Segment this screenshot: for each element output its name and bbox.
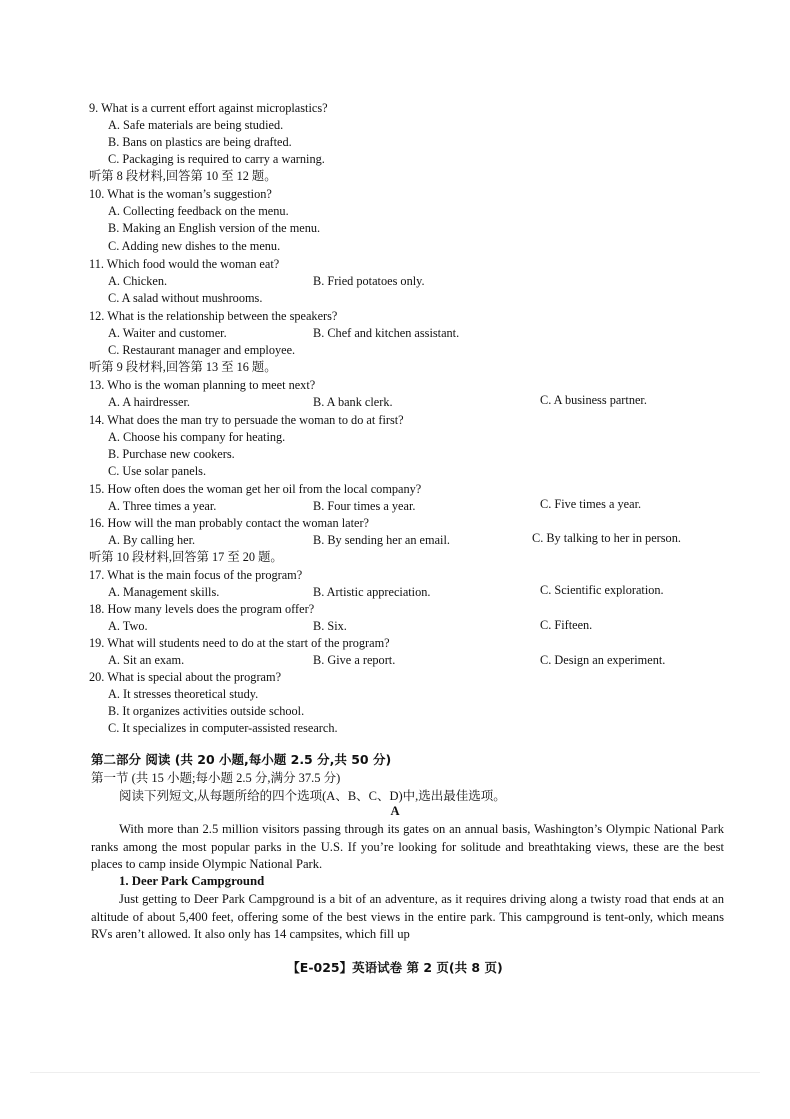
q13-option-b: B. A bank clerk. — [313, 395, 393, 409]
q18-option-b: B. Six. — [313, 619, 347, 633]
subheading-deer-park: 1. Deer Park Campground — [119, 874, 265, 888]
question-12: 12. What is the relationship between the speakers? — [89, 309, 338, 323]
q16-option-b: B. By sending her an email. — [313, 533, 450, 547]
q19-option-c: C. Design an experiment. — [540, 653, 666, 667]
question-10: 10. What is the woman’s suggestion? — [89, 187, 272, 201]
q16-option-c: C. By talking to her in person. — [532, 531, 681, 545]
listening-instruction-10: 听第 10 段材料,回答第 17 至 20 题。 — [89, 550, 283, 564]
q9-option-b: B. Bans on plastics are being drafted. — [108, 135, 292, 149]
question-11: 11. Which food would the woman eat? — [89, 257, 280, 271]
question-9: 9. What is a current effort against microplastics? — [89, 101, 328, 115]
question-13: 13. Who is the woman planning to meet next? — [89, 378, 316, 392]
q20-option-a: A. It stresses theoretical study. — [108, 687, 259, 701]
q14-option-c: C. Use solar panels. — [108, 464, 207, 478]
q15-option-b: B. Four times a year. — [313, 499, 416, 513]
q10-option-a: A. Collecting feedback on the menu. — [108, 204, 289, 218]
part-heading: 第二部分 阅读 (共 20 小题,每小题 2.5 分,共 50 分) — [91, 752, 392, 767]
reading-instructions: 阅读下列短文,从每题所给的四个选项(A、B、C、D)中,选出最佳选项。 — [119, 789, 506, 803]
q18-option-a: A. Two. — [108, 619, 148, 633]
q18-option-c: C. Fifteen. — [540, 618, 593, 632]
q16-option-a: A. By calling her. — [108, 533, 196, 547]
q14-option-a: A. Choose his company for heating. — [108, 430, 286, 444]
q11-option-b: B. Fried potatoes only. — [313, 274, 425, 288]
q13-option-c: C. A business partner. — [540, 393, 647, 407]
question-16: 16. How will the man probably contact the woman later? — [89, 516, 370, 530]
q11-option-c: C. A salad without mushrooms. — [108, 291, 263, 305]
listening-instruction-8: 听第 8 段材料,回答第 10 至 12 题。 — [89, 169, 277, 183]
question-20: 20. What is special about the program? — [89, 670, 282, 684]
q19-option-a: A. Sit an exam. — [108, 653, 185, 667]
page-footer: 【E-025】英语试卷 第 2 页(共 8 页) — [287, 960, 503, 975]
q9-option-c: C. Packaging is required to carry a warning. — [108, 152, 325, 166]
q19-option-b: B. Give a report. — [313, 653, 396, 667]
question-17: 17. What is the main focus of the program? — [89, 568, 303, 582]
section-heading: 第一节 (共 15 小题;每小题 2.5 分,满分 37.5 分) — [91, 771, 341, 785]
q17-option-b: B. Artistic appreciation. — [313, 585, 431, 599]
q20-option-b: B. It organizes activities outside school. — [108, 704, 305, 718]
passage-paragraph-1: With more than 2.5 million visitors passing through its gates on an annual basis, Washington’s Olympic National Park ranks among the most popular parks in the U.S. If you’re looking for solitude and breathtaking views, these are the best places to camp inside Olympic National Park. — [91, 822, 724, 871]
q17-option-c: C. Scientific exploration. — [540, 583, 664, 597]
q15-option-a: A. Three times a year. — [108, 499, 217, 513]
question-19: 19. What will students need to do at the start of the program? — [89, 636, 390, 650]
q10-option-b: B. Making an English version of the menu. — [108, 221, 321, 235]
q13-option-a: A. A hairdresser. — [108, 395, 190, 409]
q11-option-a: A. Chicken. — [108, 274, 168, 288]
q20-option-c: C. It specializes in computer-assisted research. — [108, 721, 338, 735]
question-14: 14. What does the man try to persuade the woman to do at first? — [89, 413, 404, 427]
q10-option-c: C. Adding new dishes to the menu. — [108, 239, 281, 253]
q12-option-c: C. Restaurant manager and employee. — [108, 343, 296, 357]
q9-option-a: A. Safe materials are being studied. — [108, 118, 284, 132]
passage-letter: A — [390, 804, 400, 818]
listening-instruction-9: 听第 9 段材料,回答第 13 至 16 题。 — [89, 360, 277, 374]
page-divider — [30, 1072, 760, 1073]
q14-option-b: B. Purchase new cookers. — [108, 447, 235, 461]
q12-option-a: A. Waiter and customer. — [108, 326, 227, 340]
question-15: 15. How often does the woman get her oil from the local company? — [89, 482, 422, 496]
q15-option-c: C. Five times a year. — [540, 497, 642, 511]
question-18: 18. How many levels does the program offer? — [89, 602, 315, 616]
q12-option-b: B. Chef and kitchen assistant. — [313, 326, 460, 340]
passage-paragraph-2: Just getting to Deer Park Campground is a bit of an adventure, as it requires driving along a twisty road that ends at an altitude of about 5,400 feet, offering some of the best views in the entire park. This campground is tent-only, which means RVs aren’t allowed. It also only has 14 campsites, which fill up — [91, 892, 724, 941]
q17-option-a: A. Management skills. — [108, 585, 220, 599]
